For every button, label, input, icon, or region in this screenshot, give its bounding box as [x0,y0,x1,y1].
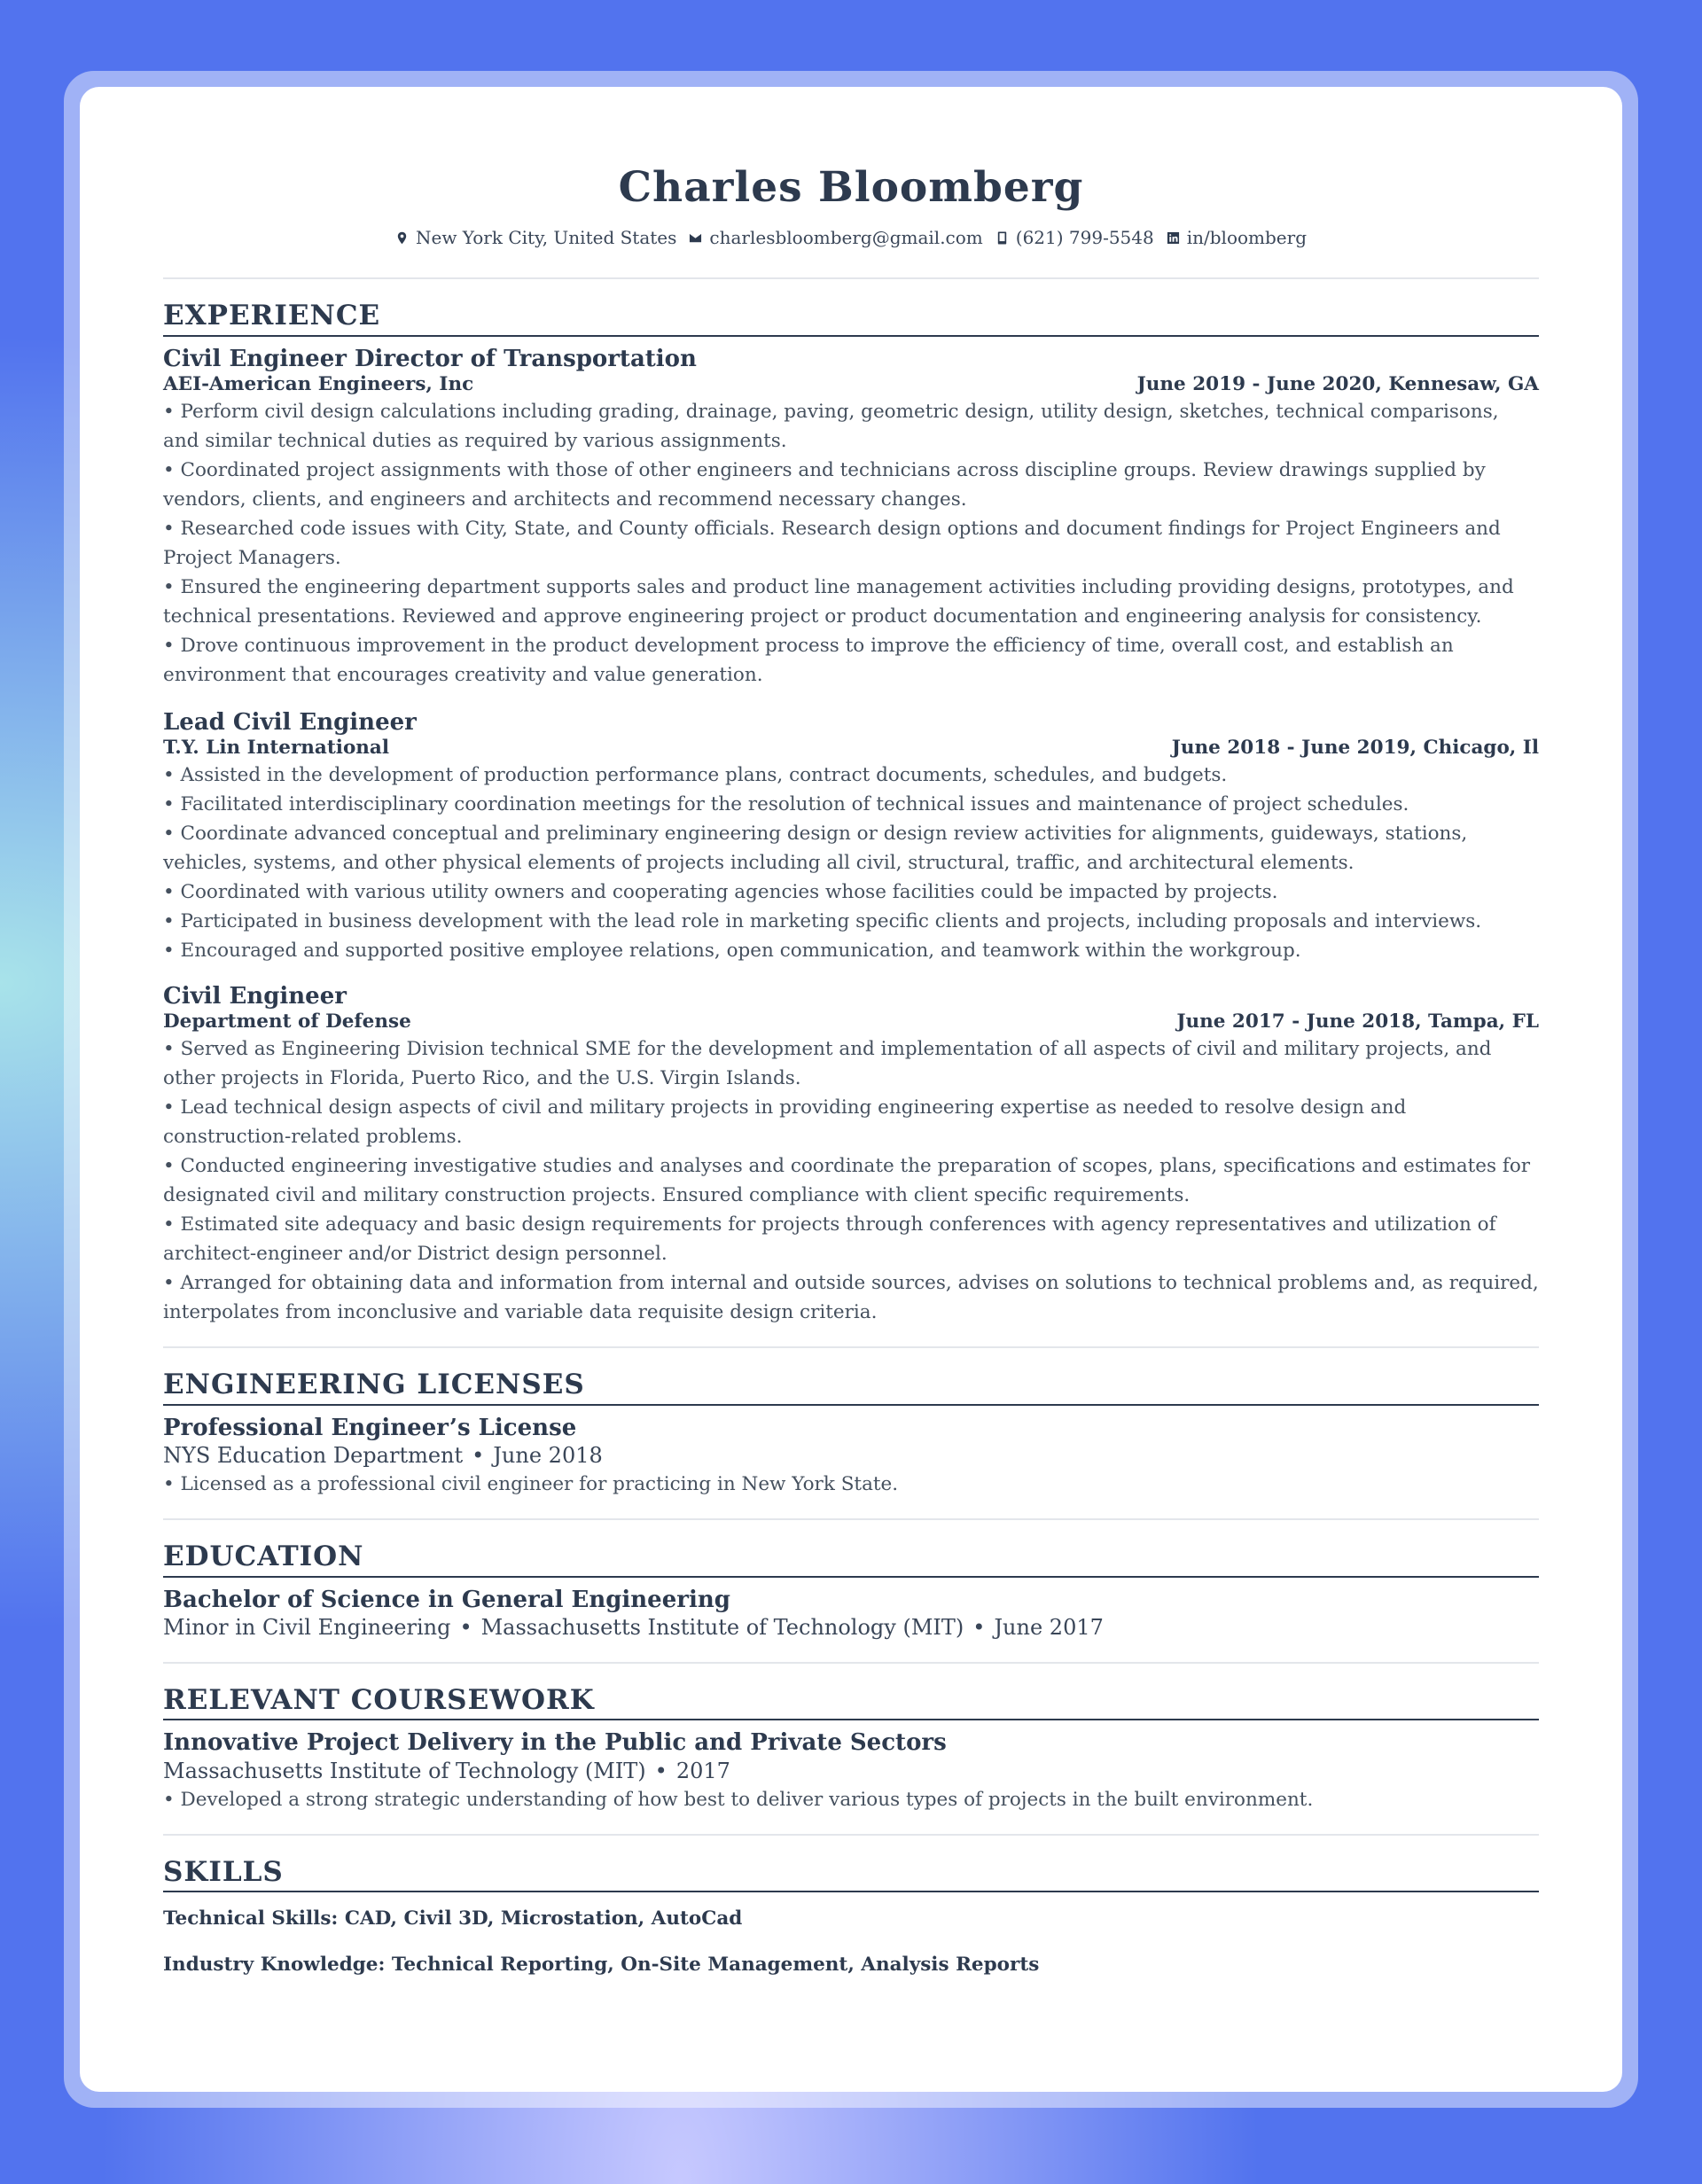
job-bullet: • Drove continuous improvement in the product development process to improve the efficiency of time, overall cost, and establish an environment that encourages creativity and value generation. [163,635,1454,687]
skills-section [163,1855,1539,1978]
linkedin-icon [1167,231,1180,245]
education-minor: Minor in Civil Engineering [163,1615,451,1641]
divider [163,1662,1539,1664]
job-meta [163,737,1539,760]
job-bullet: • Participated in business development with the lead role in marketing specific clients and projects, including proposals and interviews. [163,910,1482,933]
linkedin-text: in/bloomberg [1186,227,1307,249]
section-title-coursework: RELEVANT COURSEWORK [163,1683,1539,1721]
job-bullet: • Conducted engineering investigative studies and analyses and coordinate the preparation of scopes, plans, specifications and estimates for designated civil and military construction projects. Ensured compliance with client specific requirements. [163,1155,1531,1207]
contact-bar [163,227,1539,248]
course-bullet: • Developed a strong strategic understanding of how best to deliver various types of projects in the built environment. [163,1788,1314,1811]
job-bullet: • Served as Engineering Division technical SME for the development and implementation of all aspects of civil and military projects, and other projects in Florida, Puerto Rico, and the U.S. Virgin Islands. [163,1038,1492,1090]
job-dates: June 2018 - June 2019, Chicago, Il [1171,737,1539,760]
job-bullet: • Estimated site adequacy and basic design requirements for projects through conferences with agency representatives and utilization of architect-engineer and/or District design personnel. [163,1213,1496,1266]
license-date: June 2018 [493,1443,603,1469]
separator-dot: • [472,1443,485,1469]
job-bullet: • Coordinated with various utility owners and cooperating agencies whose facilities could be impacted by projects. [163,881,1278,904]
phone-text: (621) 799-5548 [1015,227,1154,249]
job-dates: June 2017 - June 2018, Tampa, FL [1176,1010,1539,1034]
divider [163,1346,1539,1348]
education-meta [163,1614,1539,1642]
experience-section [163,299,1539,1327]
candidate-name: Charles Bloomberg [618,163,1084,212]
job-entry [163,346,1539,690]
job-bullet: • Coordinate advanced conceptual and preliminary engineering design or design review activities for alignments, guideways, stations, vehicles, systems, and other physical elements of projects including all civil, structural, traffic, and architectural elements. [163,823,1468,875]
separator-dot: • [654,1758,668,1783]
job-dates: June 2019 - June 2020, Kennesaw, GA [1136,373,1539,396]
section-title-skills: SKILLS [163,1855,1539,1893]
location-text: New York City, United States [415,227,677,249]
course-school: Massachusetts Institute of Technology (MIT) [163,1758,646,1783]
job-bullet: • Encouraged and supported positive employee relations, open communication, and teamwork within the workgroup. [163,940,1301,963]
job-company: T.Y. Lin International [163,737,390,760]
contact-location [395,227,676,248]
job-title: Lead Civil Engineer [163,709,417,737]
education-section [163,1540,1539,1642]
section-title-experience: EXPERIENCE [163,299,1539,337]
job-title: Civil Engineer [163,983,347,1010]
job-company: AEI-American Engineers, Inc [163,373,474,396]
job-title: Civil Engineer Director of Transportation [163,346,697,373]
degree-title: Bachelor of Science in General Engineering [163,1587,730,1614]
job-bullet: • Researched code issues with City, State, and County officials. Research design options and document findings for Project Engineers and Project Managers. [163,518,1501,570]
separator-dot: • [972,1615,986,1641]
resume-content [163,163,1539,1977]
job-meta [163,373,1539,397]
contact-phone[interactable] [995,227,1154,248]
email-text: charlesbloomberg@gmail.com [709,227,983,249]
course-year: 2017 [675,1758,730,1783]
course-title: Innovative Project Delivery in the Public and Private Sectors [163,1729,947,1757]
resume-page [80,87,1622,2092]
license-bullet: • Licensed as a professional civil engineer for practicing in New York State. [163,1473,899,1496]
job-bullet: • Ensured the engineering department supports sales and product line management activities including providing designs, prototypes, and technical presentations. Reviewed and approve engineering project or product documentation and engineering analysis for consistency. [163,576,1514,628]
divider [163,277,1539,279]
education-date: June 2017 [994,1615,1104,1641]
contact-linkedin[interactable] [1167,227,1307,248]
phone-icon [995,231,1009,245]
job-bullet: • Lead technical design aspects of civil and military projects in providing engineering expertise as needed to resolve design and construction-related problems. [163,1096,1407,1149]
section-title-education: EDUCATION [163,1540,1539,1578]
divider [163,1518,1539,1520]
divider [163,1834,1539,1836]
license-meta [163,1442,1539,1470]
job-bullet: • Perform civil design calculations including grading, drainage, paving, geometric design, utility design, sketches, technical comparisons, and similar technical duties as required by various assignments. [163,401,1499,453]
license-title: Professional Engineer’s License [163,1415,577,1442]
job-entry [163,983,1539,1327]
skill-technical: Technical Skills: CAD, Civil 3D, Microstation, AutoCad [163,1907,743,1930]
job-meta [163,1010,1539,1034]
job-entry [163,709,1539,965]
license-issuer: NYS Education Department [163,1443,464,1469]
job-bullet: • Arranged for obtaining data and information from internal and outside sources, advises on solutions to technical problems and, as required, interpolates from inconclusive and variable data requisite design criteria. [163,1272,1539,1324]
job-bullet: • Coordinated project assignments with those of other engineers and technicians across discipline groups. Review drawings supplied by vendors, clients, and engineers and architects and recommend necessary changes. [163,459,1486,511]
separator-dot: • [459,1615,472,1641]
job-bullet: • Assisted in the development of production performance plans, contract documents, schedules, and budgets. [163,764,1228,787]
education-school: Massachusetts Institute of Technology (MIT) [480,1615,964,1641]
email-icon [689,231,702,245]
job-company: Department of Defense [163,1010,411,1034]
section-title-licenses: ENGINEERING LICENSES [163,1368,1539,1406]
skill-industry: Industry Knowledge: Technical Reporting, On-Site Management, Analysis Reports [163,1954,1040,1977]
course-meta [163,1758,1539,1785]
job-bullet: • Facilitated interdisciplinary coordination meetings for the resolution of technical issues and maintenance of project schedules. [163,793,1409,816]
coursework-section [163,1683,1539,1814]
licenses-section [163,1368,1539,1499]
contact-email[interactable] [689,227,982,248]
location-pin-icon [395,231,409,245]
